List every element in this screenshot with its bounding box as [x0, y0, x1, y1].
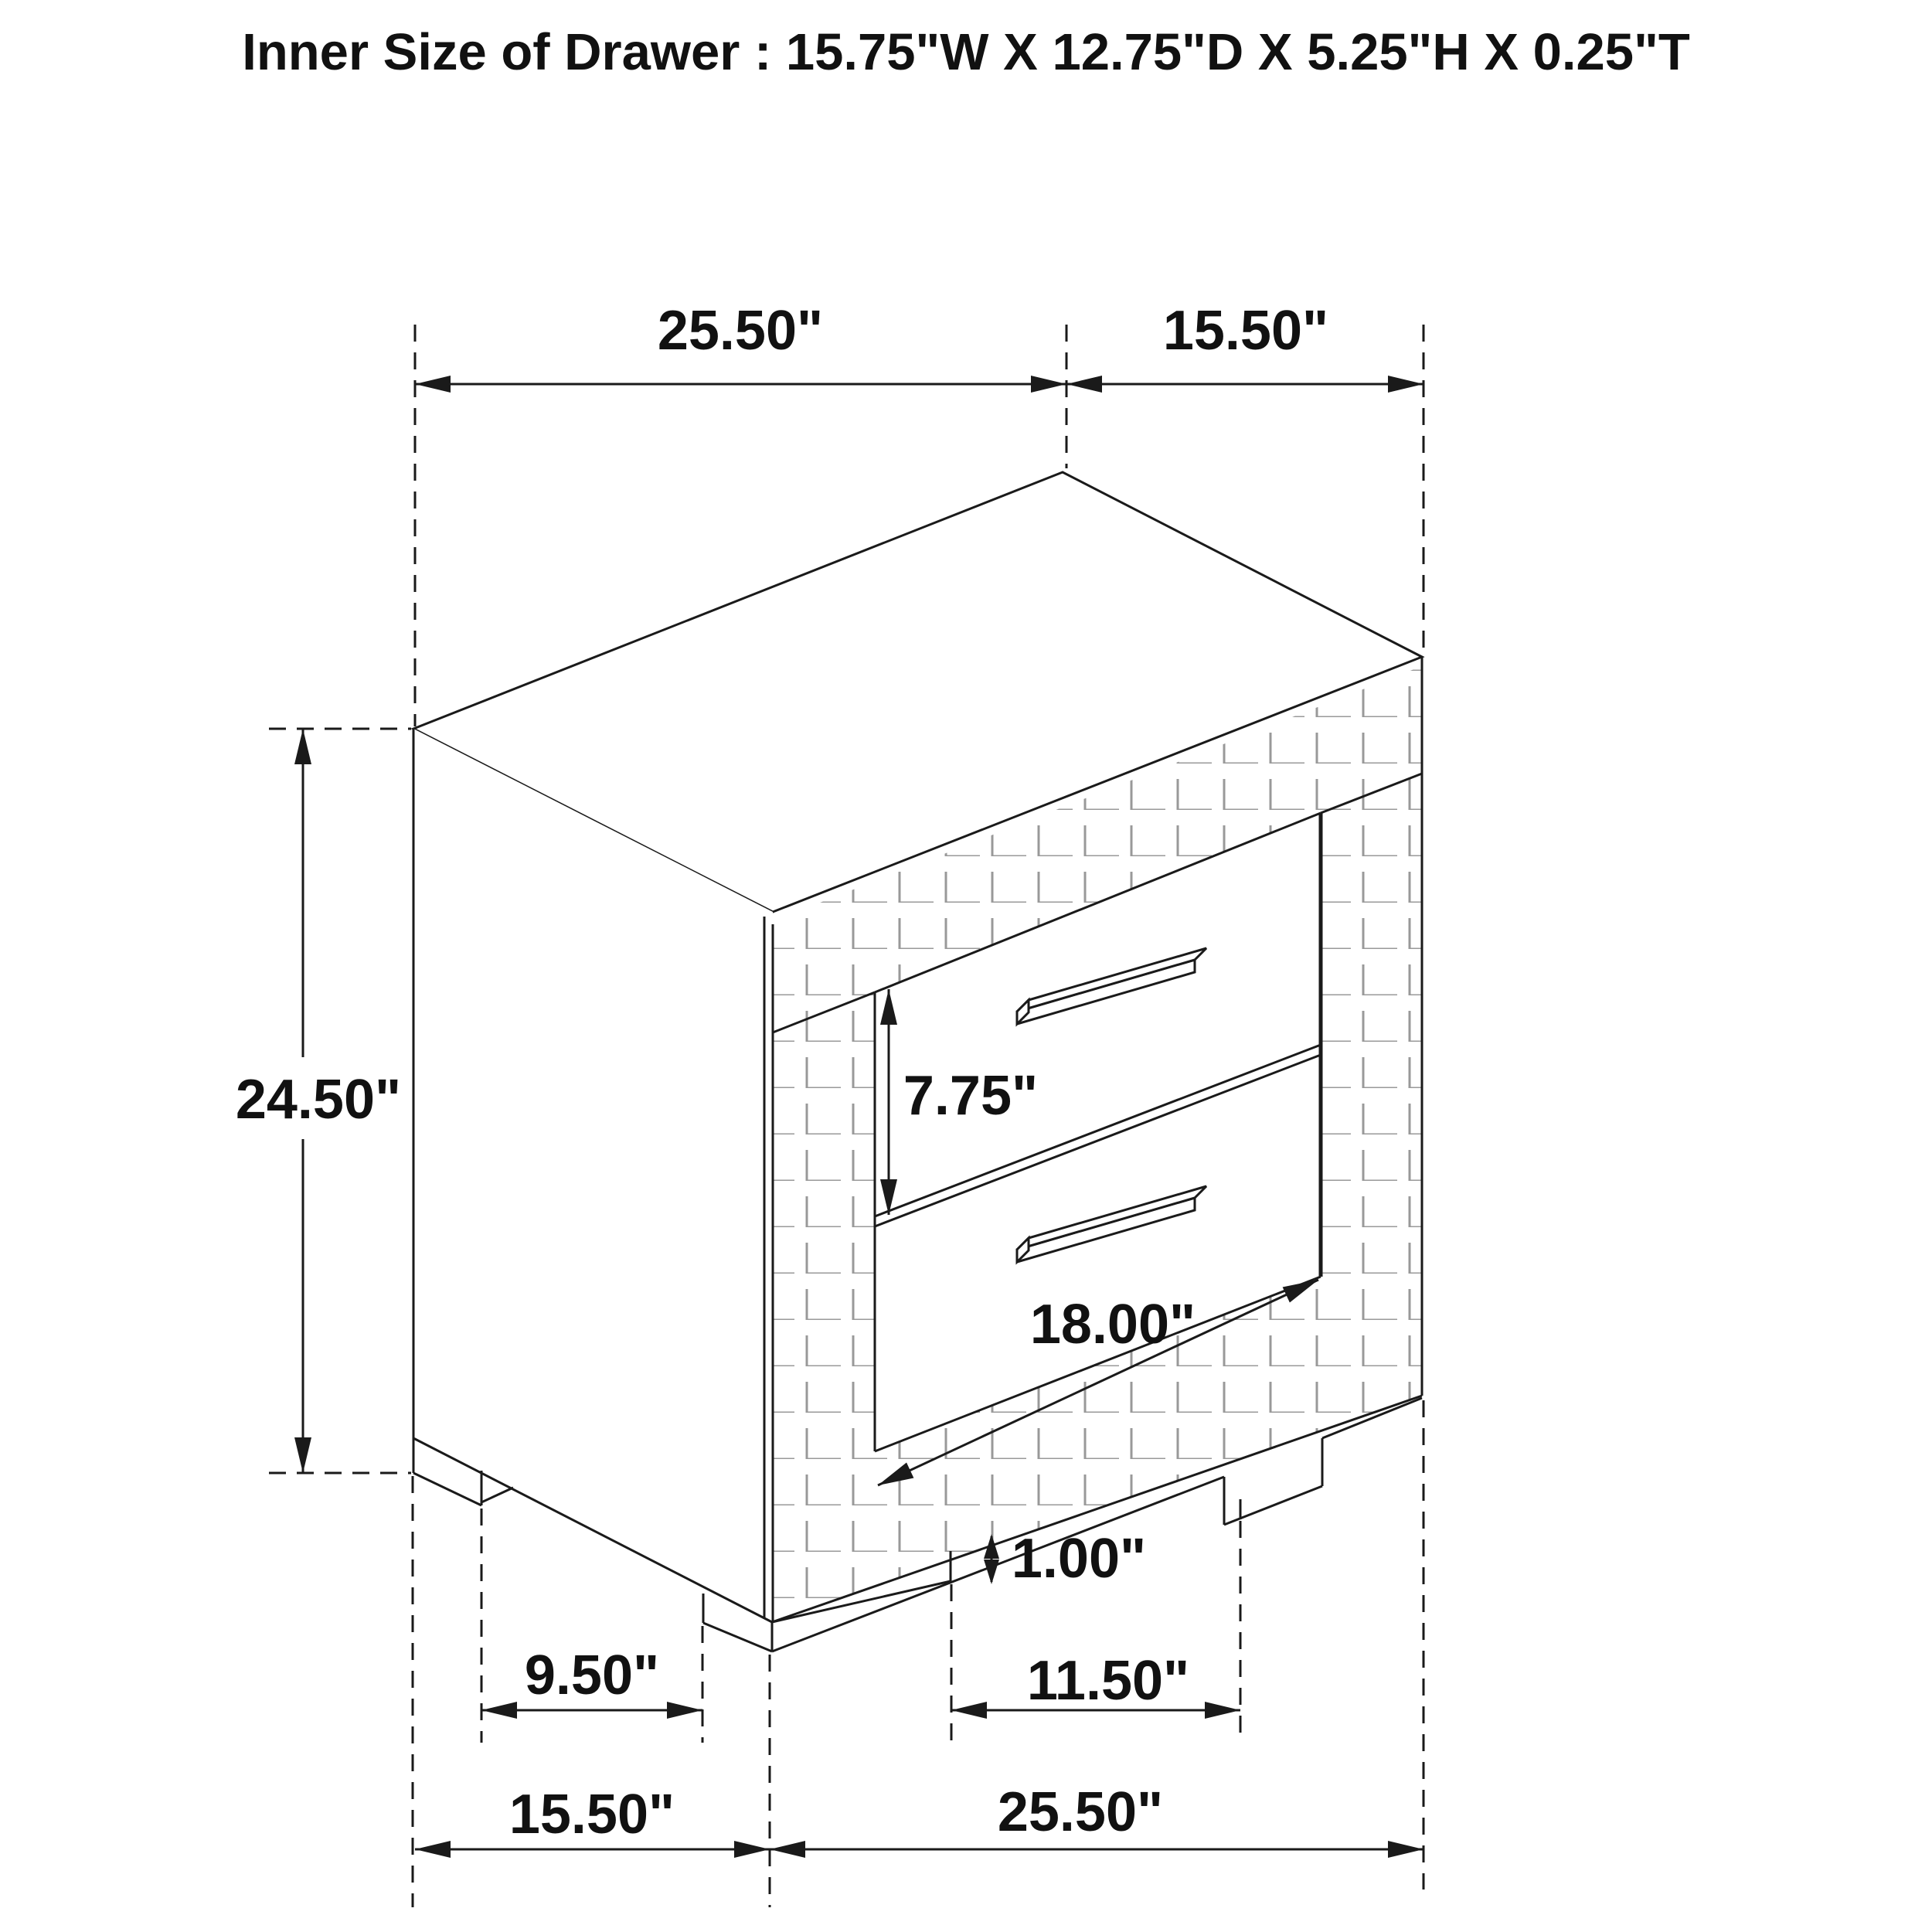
arrowhead — [294, 729, 311, 764]
arrowhead — [770, 1841, 805, 1858]
label-bottom-width: 25.50" — [997, 1781, 1164, 1843]
front-left-foot-bottom — [703, 1623, 772, 1651]
label-top-depth: 15.50" — [1162, 300, 1329, 362]
arrowhead — [667, 1702, 702, 1719]
arrowhead — [1205, 1702, 1240, 1719]
arrowhead — [984, 1560, 999, 1584]
arrowhead — [415, 1841, 451, 1858]
left-foot-front-wedge — [481, 1488, 513, 1502]
arrowhead — [481, 1702, 517, 1719]
arrowhead — [1388, 1841, 1423, 1858]
left-foot-bottom-edge — [413, 1473, 481, 1505]
front-right-foot-bottom — [1224, 1486, 1322, 1525]
page-title: Inner Size of Drawer : 15.75"W X 12.75"D X 5.25"H X 0.25"T — [242, 23, 1690, 81]
arrowhead — [294, 1437, 311, 1473]
label-base-clearance: 1.00" — [1011, 1528, 1147, 1590]
label-side-foot-inset: 9.50" — [524, 1645, 660, 1706]
label-height: 24.50" — [235, 1069, 402, 1131]
arrowhead — [1066, 376, 1102, 393]
label-top-width: 25.50" — [657, 300, 824, 362]
arrowhead — [1031, 376, 1066, 393]
label-front-foot-span: 11.50" — [1026, 1650, 1190, 1712]
label-bottom-depth: 15.50" — [509, 1784, 675, 1845]
arrowhead — [1388, 376, 1423, 393]
arrowhead — [415, 376, 451, 393]
furniture-nightstand — [413, 472, 1422, 1651]
arrowhead — [951, 1702, 987, 1719]
label-drawer-height: 7.75" — [903, 1065, 1039, 1127]
label-drawer-width: 18.00" — [1029, 1294, 1196, 1355]
arrowhead — [734, 1841, 770, 1858]
